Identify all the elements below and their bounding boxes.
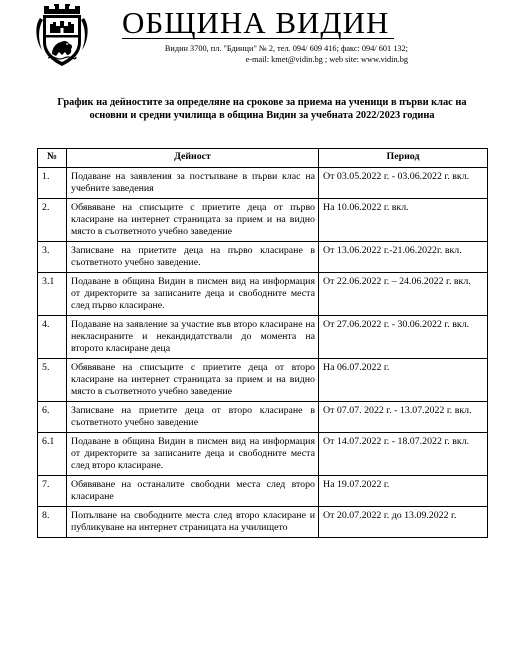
document-title <box>34 96 490 122</box>
table-row <box>38 168 488 199</box>
column-header-number: № <box>38 149 67 168</box>
table-row <box>38 476 488 507</box>
table-header-row <box>38 149 488 168</box>
row-number-cell: 6.1 <box>38 433 67 476</box>
activity-cell: Обявяване на останалите свободни места след второ класиране <box>67 476 319 507</box>
row-number-cell: 6. <box>38 402 67 433</box>
schedule-table <box>37 148 488 538</box>
contact-line: e-mail: kmet@vidin.bg ; web site: www.vidin.bg <box>245 55 408 64</box>
activity-cell: Попълване на свободните места след второ класиране и публикуване на интернет страницата на училището <box>67 507 319 538</box>
table-row <box>38 199 488 242</box>
column-header-activity: Дейност <box>67 149 319 168</box>
period-cell: От 03.05.2022 г. - 03.06.2022 г. вкл. <box>319 168 488 199</box>
period-cell: От 13.06.2022 г.-21.06.2022г. вкл. <box>319 242 488 273</box>
municipality-name: ОБЩИНА ВИДИН <box>122 5 390 40</box>
table-row <box>38 402 488 433</box>
row-number-cell: 2. <box>38 199 67 242</box>
address-line: Видин 3700, пл. "Бдинци" № 2, тел. 094/ 609 416; факс: 094/ 601 132; <box>164 44 408 53</box>
activity-cell: Подаване на заявления за постъпване в първи клас на учебните заведения <box>67 168 319 199</box>
column-header-period: Период <box>319 149 488 168</box>
period-cell: На 06.07.2022 г. <box>319 359 488 402</box>
activity-cell: Обявяване на списъците с приетите деца от второ класиране на интернет страницата за прием и на видно място в съответното учебно заведение <box>67 359 319 402</box>
period-cell: От 20.07.2022 г. до 13.09.2022 г. <box>319 507 488 538</box>
row-number-cell: 3.1 <box>38 273 67 316</box>
row-number-cell: 8. <box>38 507 67 538</box>
row-number-cell: 7. <box>38 476 67 507</box>
document-title-line-1: График на дейностите за определяне на срокове за приема на ученици в първи клас на <box>57 97 467 108</box>
document-title-line-2: основни и средни училища в община Видин за учебната 2022/2023 година <box>89 110 435 121</box>
row-number-cell: 4. <box>38 316 67 359</box>
period-cell: От 27.06.2022 г. - 30.06.2022 г. вкл. <box>319 316 488 359</box>
table-row <box>38 359 488 402</box>
activity-cell: Записване на приетите деца на първо класиране в съответното учебно заведение. <box>67 242 319 273</box>
activity-cell: Подаване в община Видин в писмен вид на информация от директорите за записаните деца и свободните места след второ класиране. <box>67 433 319 476</box>
activity-cell: Записване на приетите деца от второ класиране в съответното учебно заведение <box>67 402 319 433</box>
row-number-cell: 1. <box>38 168 67 199</box>
table-row <box>38 316 488 359</box>
table-row <box>38 242 488 273</box>
activity-cell: Подаване в община Видин в писмен вид на информация от директорите за записаните деца и свободните места след първо класиране. <box>67 273 319 316</box>
municipality-coat-of-arms-icon <box>34 2 90 68</box>
period-cell: От 14.07.2022 г. - 18.07.2022 г. вкл. <box>319 433 488 476</box>
period-cell: На 19.07.2022 г. <box>319 476 488 507</box>
activity-cell: Обявяване на списъците с приетите деца от първо класиране на интернет страницата за прием и на видно място в съответното учебно заведение <box>67 199 319 242</box>
activity-cell: Подаване на заявление за участие във второ класиране на некласираните и некандидатствали до момента на второто класиране деца <box>67 316 319 359</box>
row-number-cell: 3. <box>38 242 67 273</box>
period-cell: На 10.06.2022 г. вкл. <box>319 199 488 242</box>
period-cell: От 07.07. 2022 г. - 13.07.2022 г. вкл. <box>319 402 488 433</box>
row-number-cell: 5. <box>38 359 67 402</box>
header-underline <box>122 38 394 39</box>
period-cell: От 22.06.2022 г. – 24.06.2022 г. вкл. <box>319 273 488 316</box>
table-row <box>38 507 488 538</box>
table-row <box>38 273 488 316</box>
table-row <box>38 433 488 476</box>
